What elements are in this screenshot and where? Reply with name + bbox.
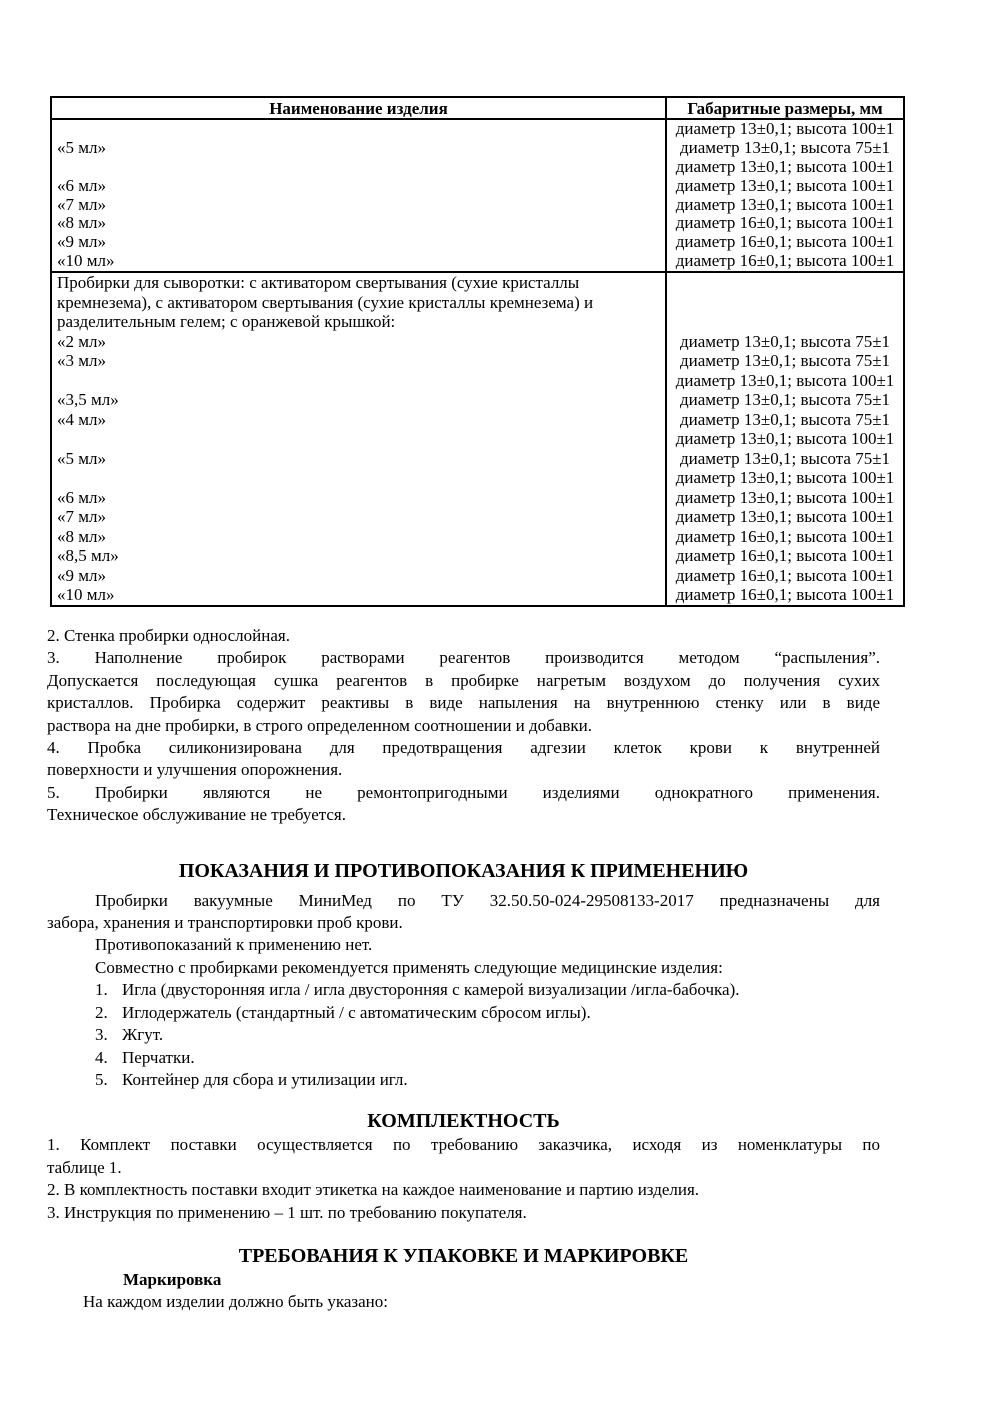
product-name-cell: «9 мл» xyxy=(52,566,667,586)
product-name-cell: «3 мл» xyxy=(52,351,667,371)
product-name-cell xyxy=(52,158,667,177)
table-row xyxy=(52,390,903,410)
table-header-product: Наименование изделия xyxy=(52,98,667,118)
dimensions-cell: диаметр 13±0,1; высота 75±1 xyxy=(679,409,891,429)
dimensions-cell: диаметр 13±0,1; высота 100±1 xyxy=(675,370,895,390)
dimensions-cell: диаметр 16±0,1; высота 100±1 xyxy=(675,214,895,233)
table-row xyxy=(52,233,903,252)
table-header-row xyxy=(52,98,903,120)
text-line: Техническое обслуживание не требуется. xyxy=(47,805,347,825)
dimensions-cell xyxy=(667,312,903,332)
list-item xyxy=(47,979,880,1001)
table-row xyxy=(52,507,903,527)
table-row xyxy=(52,293,903,313)
text-line: Совместно с пробирками рекомендуется применять следующие медицинские изделия: xyxy=(95,957,723,977)
table-row xyxy=(52,546,903,566)
text-line: кристаллов. Пробирка содержит реактивы в виде напыления на внутреннюю стенку или в виде xyxy=(47,693,880,713)
table-row xyxy=(52,449,903,469)
dimensions-cell: диаметр 13±0,1; высота 100±1 xyxy=(675,429,895,449)
table-row xyxy=(52,252,903,271)
product-name-cell xyxy=(52,468,667,488)
list-item xyxy=(47,1002,880,1024)
product-name-cell: «2 мл» xyxy=(52,332,667,352)
table-row xyxy=(52,196,903,215)
table-row xyxy=(52,566,903,586)
product-name-cell: «6 мл» xyxy=(52,488,667,508)
product-name-cell: разделительным гелем; с оранжевой крышкой: xyxy=(52,312,667,332)
dimensions-cell xyxy=(667,273,903,293)
table-row xyxy=(52,139,903,158)
list-item-number: 4. xyxy=(95,1047,108,1067)
section-heading-packaging: ТРЕБОВАНИЯ К УПАКОВКЕ И МАРКИРОВКЕ xyxy=(238,1244,689,1267)
dimensions-cell: диаметр 16±0,1; высота 100±1 xyxy=(675,526,895,546)
dimensions-cell: диаметр 13±0,1; высота 100±1 xyxy=(675,120,895,138)
text-line: поверхности и улучшения опорожнения. xyxy=(47,760,343,780)
list-item-number: 1. xyxy=(95,980,108,1000)
table-row xyxy=(52,410,903,430)
table-section-tubes-continued xyxy=(52,120,903,271)
paragraph-filling xyxy=(47,647,880,737)
table-row xyxy=(52,158,903,177)
table-row xyxy=(52,527,903,547)
subheading-marking: Маркировка xyxy=(123,1269,222,1289)
table-row xyxy=(52,214,903,233)
list-item-text: Контейнер для сбора и утилизации игл. xyxy=(122,1069,408,1089)
text-line: 2. Стенка пробирки однослойная. xyxy=(47,626,290,645)
paragraph-stopper xyxy=(47,737,880,782)
product-name-cell xyxy=(52,120,667,139)
text-line: 3. Наполнение пробирок растворами реагентов производится методом “распыления”. xyxy=(47,648,880,668)
text-line: 4. Пробка силиконизирована для предотвращения адгезии клеток крови к внутренней xyxy=(47,738,880,758)
table-row xyxy=(52,177,903,196)
product-name-cell: «8 мл» xyxy=(52,527,667,547)
dimensions-cell: диаметр 16±0,1; высота 100±1 xyxy=(675,233,895,252)
product-name-cell: «7 мл» xyxy=(52,196,667,215)
paragraph-purpose xyxy=(47,890,880,935)
list-item-text: Жгут. xyxy=(122,1025,164,1045)
product-name-cell: «10 мл» xyxy=(52,252,667,271)
text-line: раствора на дне пробирки, в строго определенном соотношении и добавки. xyxy=(47,715,592,735)
product-name-cell: «5 мл» xyxy=(52,449,667,469)
table-section-serum-tubes xyxy=(52,271,903,605)
product-name-cell: кремнезема), с активатором свертывания (сухие кристаллы кремнезема) и xyxy=(52,293,667,313)
text-line: Допускается последующая сушка реагентов в пробирке нагретым воздухом до получения сухих xyxy=(47,670,880,690)
paragraph-label xyxy=(47,1179,880,1201)
dimensions-cell: диаметр 13±0,1; высота 100±1 xyxy=(675,176,895,195)
text-line: 3. Инструкция по применению – 1 шт. по требованию покупателя. xyxy=(47,1202,527,1222)
text-line: таблице 1. xyxy=(47,1157,122,1177)
product-name-cell: Пробирки для сыворотки: с активатором свертывания (сухие кристаллы xyxy=(52,273,667,293)
document-body xyxy=(47,608,880,1314)
text-line: На каждом изделии должно быть указано: xyxy=(83,1292,388,1312)
product-name-cell: «4 мл» xyxy=(52,410,667,430)
product-name-cell: «9 мл» xyxy=(52,233,667,252)
table-row xyxy=(52,488,903,508)
product-table xyxy=(50,96,905,607)
product-name-cell: «6 мл» xyxy=(52,177,667,196)
product-name-cell xyxy=(52,429,667,449)
list-item-text: Игла (двусторонняя игла / игла двусторонняя с камерой визуализации /игла-бабочка). xyxy=(122,980,740,1000)
text-line: 5. Пробирки являются не ремонтопригодными изделиями однократного применения. xyxy=(47,782,880,802)
dimensions-cell: диаметр 16±0,1; высота 100±1 xyxy=(675,546,895,566)
dimensions-cell: диаметр 13±0,1; высота 100±1 xyxy=(675,507,895,527)
product-name-cell xyxy=(52,371,667,391)
table-row xyxy=(52,312,903,332)
dimensions-cell: диаметр 13±0,1; высота 75±1 xyxy=(679,390,891,410)
dimensions-cell: диаметр 16±0,1; высота 100±1 xyxy=(675,252,895,271)
list-item xyxy=(47,1069,880,1091)
table-row xyxy=(52,371,903,391)
table-header-dimensions: Габаритные размеры, мм xyxy=(687,99,883,118)
product-name-cell: «5 мл» xyxy=(52,139,667,158)
table-row xyxy=(52,585,903,605)
table-row xyxy=(52,429,903,449)
text-line: Противопоказаний к применению нет. xyxy=(95,935,373,955)
devices-list xyxy=(47,979,880,1091)
dimensions-cell: диаметр 13±0,1; высота 100±1 xyxy=(675,157,895,176)
text-line: 1. Комплект поставки осуществляется по требованию заказчика, исходя из номенклатуры по xyxy=(47,1135,880,1155)
product-name-cell: «8,5 мл» xyxy=(52,546,667,566)
dimensions-cell: диаметр 13±0,1; высота 75±1 xyxy=(679,138,891,157)
product-name-cell: «3,5 мл» xyxy=(52,390,667,410)
dimensions-cell: диаметр 13±0,1; высота 75±1 xyxy=(679,448,891,468)
dimensions-cell: диаметр 13±0,1; высота 100±1 xyxy=(675,487,895,507)
dimensions-cell: диаметр 16±0,1; высота 100±1 xyxy=(675,565,895,585)
text-line: забора, хранения и транспортировки проб крови. xyxy=(47,913,403,933)
dimensions-cell: диаметр 13±0,1; высота 100±1 xyxy=(675,195,895,214)
product-name-cell: «7 мл» xyxy=(52,507,667,527)
dimensions-cell: диаметр 13±0,1; высота 75±1 xyxy=(679,331,891,351)
list-item-text: Перчатки. xyxy=(122,1047,195,1067)
table-row xyxy=(52,332,903,352)
list-item-number: 3. xyxy=(95,1025,108,1045)
paragraph-marking-intro xyxy=(47,1291,880,1313)
table-row xyxy=(52,120,903,139)
dimensions-cell: диаметр 13±0,1; высота 75±1 xyxy=(679,351,891,371)
table-row xyxy=(52,273,903,293)
section-heading-indications: ПОКАЗАНИЯ И ПРОТИВОПОКАЗАНИЯ К ПРИМЕНЕНИЮ xyxy=(178,859,749,882)
paragraph-single-use xyxy=(47,782,880,827)
paragraph-wall xyxy=(47,625,880,647)
list-item xyxy=(47,1047,880,1069)
text-line: Пробирки вакуумные МиниМед по ТУ 32.50.50-024-29508133-2017 предназначены для xyxy=(95,890,880,910)
dimensions-cell: диаметр 16±0,1; высота 100±1 xyxy=(675,585,895,605)
table-row xyxy=(52,468,903,488)
list-item-number: 2. xyxy=(95,1002,108,1022)
dimensions-cell xyxy=(667,293,903,313)
product-name-cell: «8 мл» xyxy=(52,214,667,233)
table-row xyxy=(52,351,903,371)
list-item-text: Иглодержатель (стандартный / с автоматическим сбросом иглы). xyxy=(122,1002,591,1022)
paragraph-instruction xyxy=(47,1202,880,1224)
product-name-cell: «10 мл» xyxy=(52,585,667,605)
dimensions-cell: диаметр 13±0,1; высота 100±1 xyxy=(675,468,895,488)
text-line: 2. В комплектность поставки входит этикетка на каждое наименование и партию изделия. xyxy=(47,1180,700,1200)
paragraph-contraindications xyxy=(47,934,880,956)
list-item-number: 5. xyxy=(95,1069,108,1089)
section-heading-completeness: КОМПЛЕКТНОСТЬ xyxy=(367,1110,560,1133)
list-item xyxy=(47,1024,880,1046)
paragraph-delivery-set xyxy=(47,1134,880,1179)
paragraph-recommended-devices xyxy=(47,957,880,979)
